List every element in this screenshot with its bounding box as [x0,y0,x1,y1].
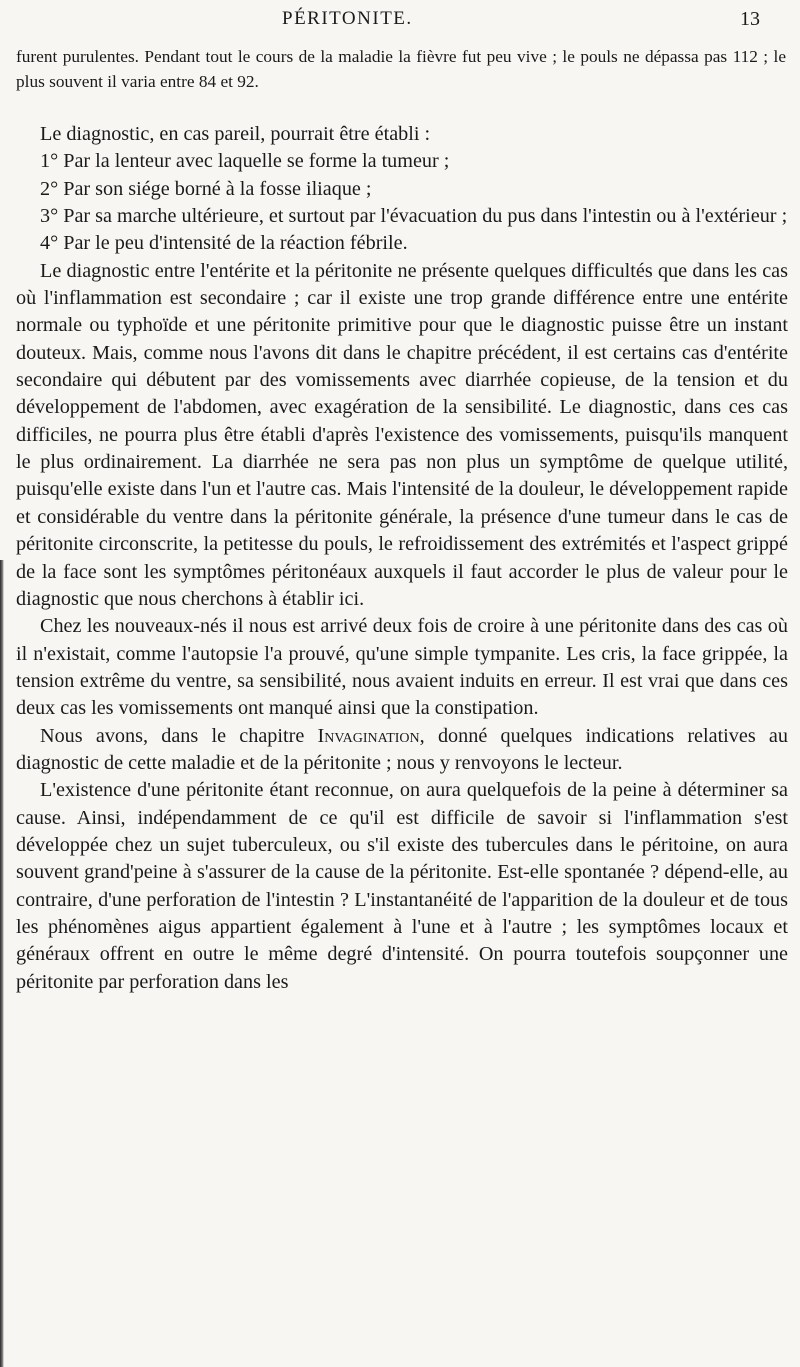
list-item-3: 3° Par sa marche ultérieure, et surtout par l'évacuation du pus dans l'intestin ou à l'extérieur ; [40,205,788,228]
running-title: PÉRITONITE. [282,8,413,29]
paragraph-invagination [16,723,788,778]
paragraph-cause: L'existence d'une péritonite étant reconnue, on aura quelquefois de la peine à déterminer sa cause. Ainsi, indépendamment de ce qu'il est difficile de savoir si l'inflammation s'est développée chez un sujet tuberculeux, ou s'il existe des tubercules dans le péritoine, on aura souvent grand'peine à s'assurer de la cause de la péritonite. Est-elle spontanée ? dépend-elle, au contraire, d'une perforation de l'intestin ? L'instantanéité de l'apparition de la douleur et de tous les phénomènes aigus appartient également à l'une et à l'autre ; les symptômes locaux et généraux offrent en outre le même degré d'intensité. On pourra toutefois soupçonner une péritonite par perforation dans les [16,779,788,993]
page-header [0,6,800,36]
text-segment: , donné quelques indications relatives au diagnostic de cette maladie et de la péritonite ; nous y renvoyons le lecteur. [16,724,788,774]
list-item-2: 2° Par son siége borné à la fosse iliaque ; [40,177,372,200]
paragraph-nouveaux-nes: Chez les nouveaux-nés il nous est arrivé deux fois de croire à une péritonite dans des cas où il n'existait, comme l'autopsie l'a prouvé, qu'une simple tympanite. Les cris, la face grippée, la tension extrême du ventre, sa sensibilité, nous avaient induits en erreur. Il est vrai que dans ces deux cas les vomissements ont manqué ainsi que la constipation. [16,615,788,720]
body-text [16,121,788,996]
chapter-reference: Invagination [317,724,420,747]
list-item-4: 4° Par le peu d'intensité de la réaction fébrile. [40,232,408,255]
text-segment: Nous avons, dans le chapitre [40,724,318,747]
continued-paragraph: furent purulentes. Pendant tout le cours de la maladie la fièvre fut peu vive ; le pouls ne dépassa pas 112 ; le plus souvent il varia entre 84 et 92. [16,47,786,91]
page-number: 13 [740,8,760,30]
binding-shadow [0,560,4,1367]
paragraph-enterite: Le diagnostic entre l'entérite et la péritonite ne présente quelques difficultés que dans les cas où l'inflammation est secondaire ; car il existe une trop grande différence entre une entérite normale ou typhoïde et une péritonite primitive pour que le diagnostic puisse être un instant douteux. Mais, comme nous l'avons dit dans le chapitre précédent, il est certains cas d'entérite secondaire qui débutent par des vomissements avec diarrhée copieuse, de la tension et du développement de l'abdomen, avec exagération de la sensibilité. Le diagnostic, dans ces cas difficiles, ne pourra plus être établi d'après l'existence des vomissements, puisqu'ils manquent le plus ordinairement. La diarrhée ne sera pas non plus un symptôme de quelque utilité, puisqu'elle existe dans l'un et l'autre cas. Mais l'intensité de la douleur, le développement rapide et considérable du ventre dans la péritonite générale, la présence d'une tumeur dans le cas de péritonite circonscrite, la petitesse du pouls, le refroidissement des extrémités et l'aspect grippé de la face sont les symptômes péritonéaux auxquels il faut accorder le plus de valeur pour le diagnostic que nous cherchons à établir ici. [16,259,788,610]
list-item-1: 1° Par la lenteur avec laquelle se forme la tumeur ; [40,150,450,173]
paragraph-diagnostic-intro: Le diagnostic, en cas pareil, pourrait être établi : [40,123,431,145]
